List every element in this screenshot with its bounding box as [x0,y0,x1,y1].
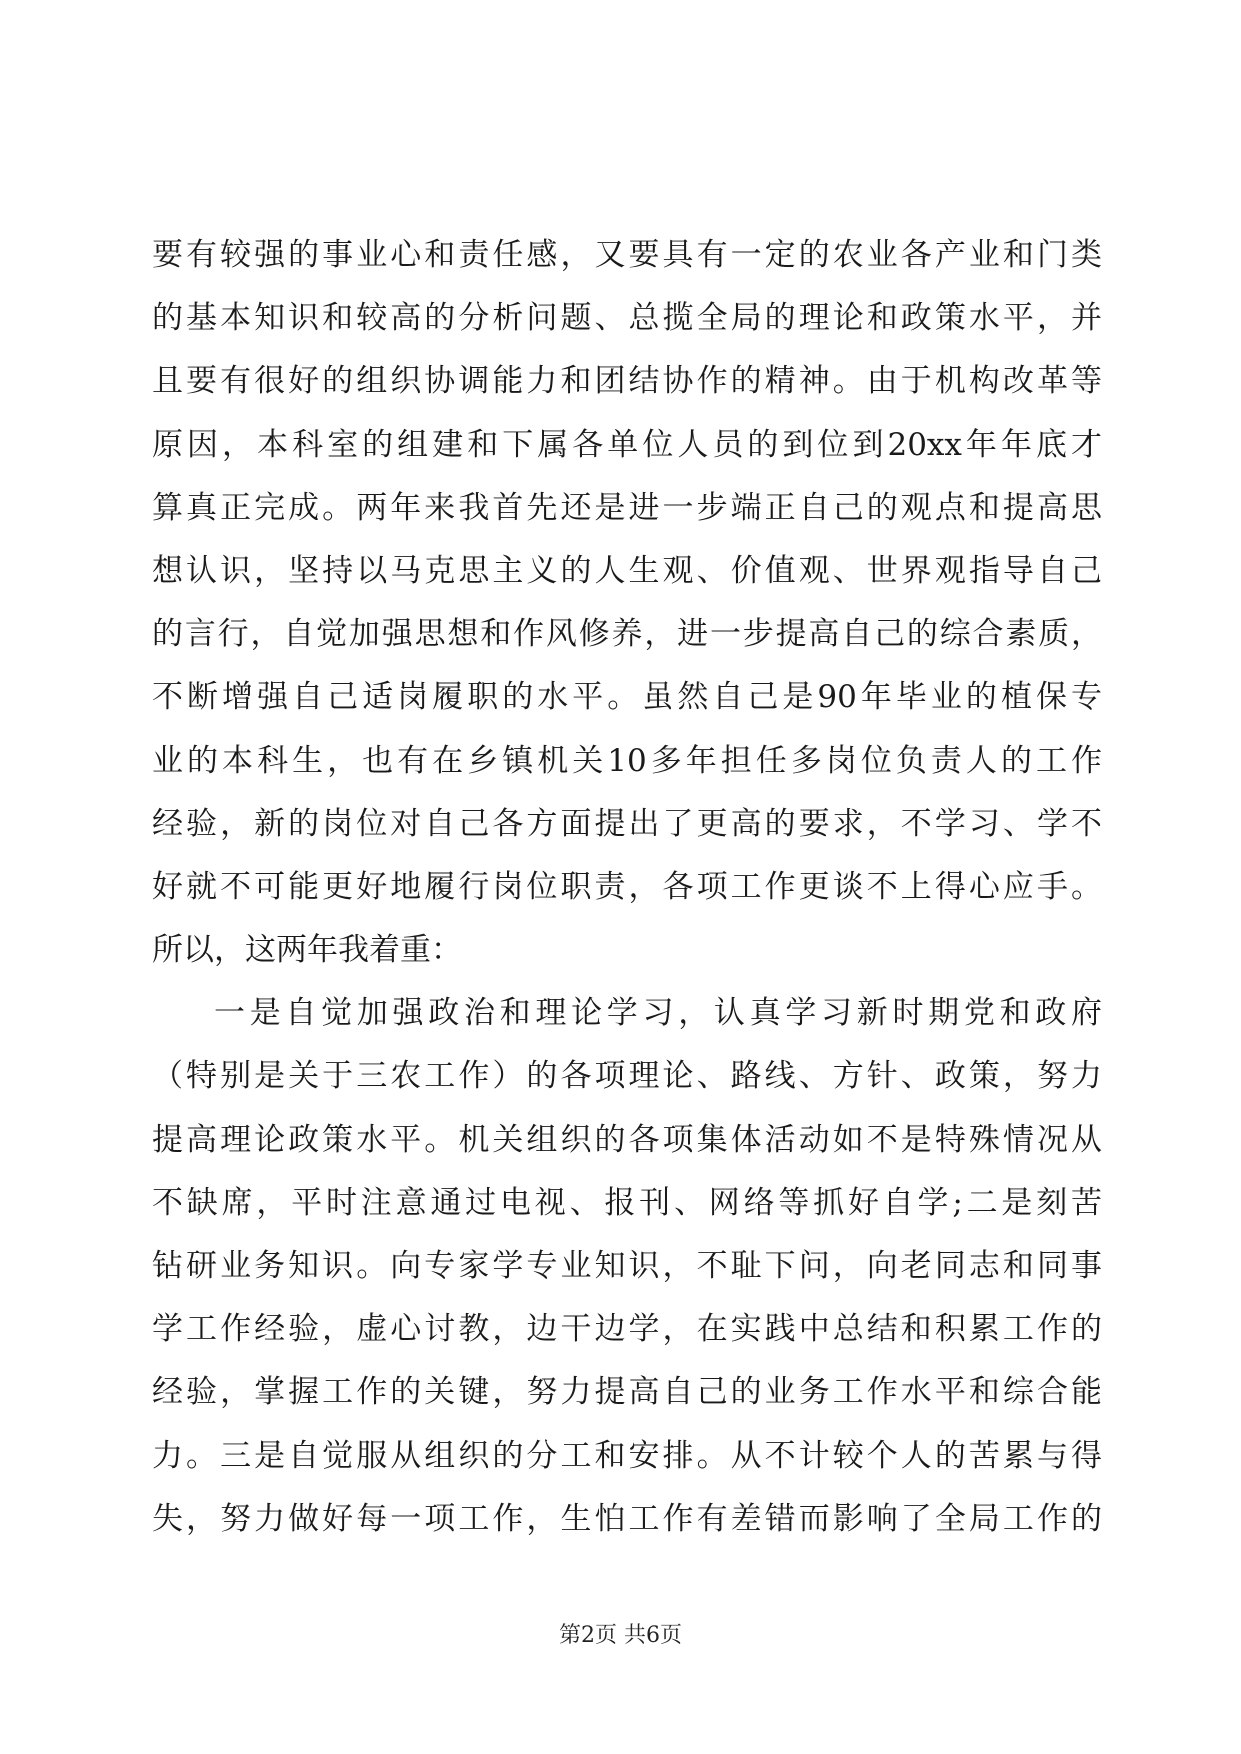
text-line: 失，努力做好每一项工作，生怕工作有差错而影响了全局工作的 [152,1500,1102,1537]
text-line: 所以，这两年我着重： [152,932,462,969]
text-line: 算真正完成。两年来我首先还是进一步端正自己的观点和提高思 [152,489,1102,526]
text-line: （特别是关于三农工作）的各项理论、路线、方针、政策，努力 [152,1058,1102,1095]
text-line: 业的本科生，也有在乡镇机关10多年担任多岗位负责人的工作 [152,742,1102,779]
text-line: 不断增强自己适岗履职的水平。虽然自己是90年毕业的植保专 [152,679,1102,716]
text-line: 的基本知识和较高的分析问题、总揽全局的理论和政策水平，并 [152,300,1102,337]
page-footer: 第2页 共6页 [559,1623,682,1648]
text-line: 想认识，坚持以马克思主义的人生观、价值观、世界观指导自己 [152,552,1102,589]
text-line: 好就不可能更好地履行岗位职责，各项工作更谈不上得心应手。 [152,868,1102,905]
text-line: 钻研业务知识。向专家学专业知识，不耻下问，向老同志和同事 [152,1248,1102,1284]
text-line: 经验，掌握工作的关键，努力提高自己的业务工作水平和综合能 [152,1374,1102,1411]
text-line: 提高理论政策水平。机关组织的各项集体活动如不是特殊情况从 [152,1121,1102,1158]
text-line: 经验，新的岗位对自己各方面提出了更高的要求，不学习、学不 [152,805,1102,842]
text-line: 原因，本科室的组建和下属各单位人员的到位到20xx年年底才 [152,426,1102,463]
text-line: 学工作经验，虚心讨教，边干边学，在实践中总结和积累工作的 [152,1311,1102,1348]
text-line: 不缺席，平时注意通过电视、报刊、网络等抓好自学;二是刻苦 [152,1184,1102,1221]
body-text [152,224,1102,1551]
text-line: 力。三是自觉服从组织的分工和安排。从不计较个人的苦累与得 [152,1437,1102,1474]
paragraph-first-line: 一是自觉加强政治和理论学习，认真学习新时期党和政府 [214,995,1102,1032]
text-line: 要有较强的事业心和责任感，又要具有一定的农业各产业和门类 [152,237,1102,273]
text-line: 且要有很好的组织协调能力和团结协作的精神。由于机构改革等 [152,363,1102,400]
text-line: 的言行，自觉加强思想和作风修养，进一步提高自己的综合素质， [152,616,1102,653]
